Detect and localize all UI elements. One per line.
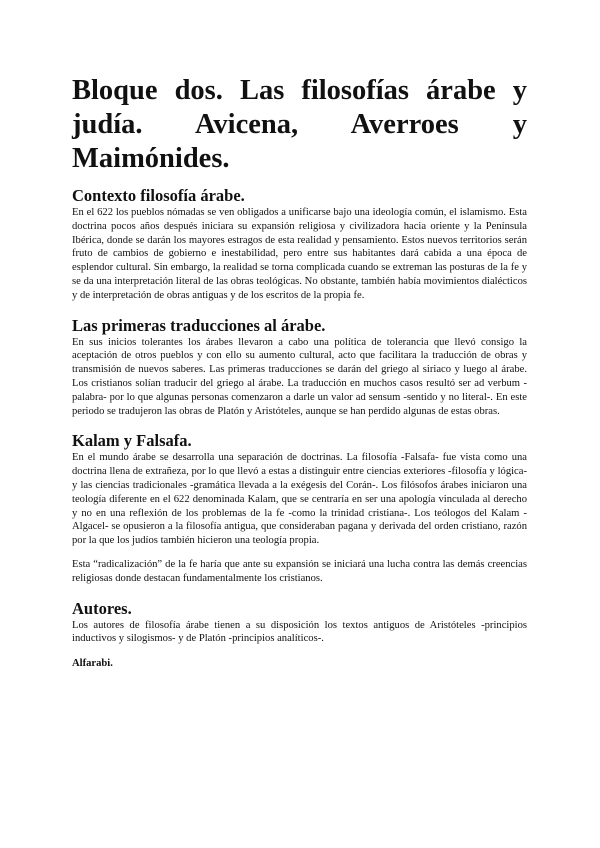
section-heading-kalam: Kalam y Falsafa. <box>72 431 192 451</box>
document-title: Bloque dos. Las filosofías árabe y judía. Avicena, Averroes y Maimónides. <box>72 75 527 174</box>
section-heading-contexto: Contexto filosofía árabe. <box>72 186 245 205</box>
subheading-alfarabi: Alfarabi. <box>72 658 113 670</box>
section-heading-traducciones: Las primeras traducciones al árabe. <box>72 315 326 335</box>
document-page <box>72 74 527 671</box>
paragraph-traducciones: En sus inicios tolerantes los árabes llevaron a cabo una política de tolerancia que llevó consigo la aceptación de otros pueblos y con ello su aumento cultural, acto que facilitara la traducción de obras y transmisión de nuevos saberes. Las primeras traducciones se darán del griego al siriaco y luego al árabe. Los cristianos solían traducir del griego al árabe. La traducción en muchos casos resultó ser ad verbum -palabra- por lo que algunas personas comenzaron a darle un valor ad sensum -sentido y no literal-. En este periodo se tradujeron las obras de Platón y Aristóteles, aunque se han perdido algunas de estas obras. <box>72 336 527 417</box>
paragraph-radicalizacion: Esta “radicalización” de la fe haría que ante su expansión se iniciará una lucha contra las demás creencias religiosas donde destacan fundamentalmente los cristianos. <box>72 558 527 584</box>
paragraph-contexto: En el 622 los pueblos nómadas se ven obligados a unificarse bajo una ideología común, el islamismo. Esta doctrina pocos años después iniciara su expansión religiosa y civilizadora hacia oriente y la Península Ibérica, donde se darán los mayores estragos de esta realidad y pensamiento. Estos nuevos territorios serán fruto de cambios de gobierno e inestabilidad, pero entre sus habitantes dará cabida a una época de esplendor cultural. Sin embargo, la realidad se torna complicada cuando se extreman las posturas de la fe y se da una interpretación literal de las obras teológicas. No obstante, también había movimientos dialécticos y de interpretación de obras antiguas y de los escritos de la propia fe. <box>72 207 527 301</box>
paragraph-kalam: En el mundo árabe se desarrolla una separación de doctrinas. La filosofía -Falsafa- fue vista como una doctrina llena de extrañeza, por lo que llevó a estas a distinguir entre ciencias exteriores -filosofía y lógica- y las ciencias tradicionales -gramática llevada a la exégesis del Corán-. Los filósofos árabes iniciaron una teología diferente en el 622 denominada Kalam, que se centraría en ser una apología vinculada al derecho y no en una reflexión de los problemas de la fe -como la trinidad cristiana-. Los teólogos del Kalam -Algacel- se opusieron a la filosofía antigua, que consideraban pagana y derivada del orden cristiano, razón por la que los judíos también hicieron una teología propia. <box>72 452 527 547</box>
section-heading-autores: Autores. <box>72 598 132 618</box>
paragraph-autores: Los autores de filosofía árabe tienen a su disposición los textos antiguos de Aristóteles -principios inductivos y silogismos- y de Platón -principios analíticos-. <box>72 619 527 645</box>
